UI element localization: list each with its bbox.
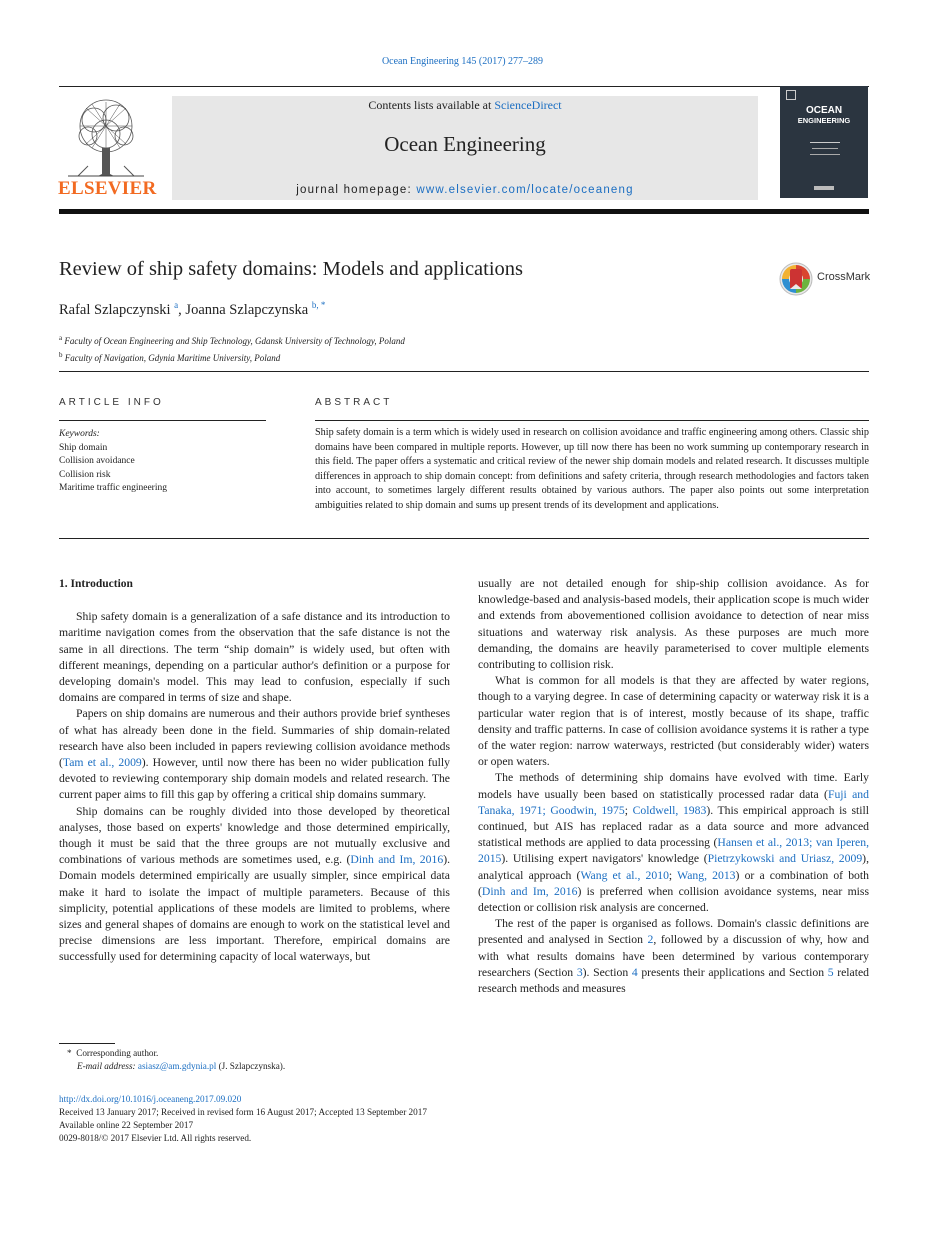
cover-rule (810, 142, 840, 143)
crossmark-label: CrossMark (817, 271, 871, 283)
paragraph-text: ). Section (582, 965, 632, 979)
abstract-text: Ship safety domain is a term which is widely used in research on collision avoidance and traffic engineering among others. Classic ship domains have been compared in multiple reports. However, up till now there has been no work summing up contemporary research in this field. The paper offers a systematic and critical review of the newer ship domain models and related research. It discusses multiple differences in approach to ship domain concept: from definitions and safety criteria, through research methodologies and factors taken into account, to sometimes largely different results obtained by various authors. The paper also points out some interpretation ambiguities related to ship domain and sums up present trends of its development and applications. (315, 427, 869, 511)
affiliation-text: Faculty of Ocean Engineering and Ship Technology, Gdansk University of Technology, Poland (64, 336, 405, 346)
paragraph-text: ). Domain models determined empirically are usually simpler, since empirical data make it hard to isolate the impact of multiple parameters. Because of this simplicity, potential applications of these models are limited to problems, where sizes and general shapes of domains are enough to work on the statistical level and precise dimensions are less important. Therefore, empirical domains are successfully used for determining capacity of local waterways, but (59, 853, 451, 964)
available-online: Available online 22 September 2017 (59, 1120, 194, 1130)
keyword-item: Collision avoidance (59, 456, 135, 466)
elsevier-logo[interactable] (58, 96, 157, 200)
section-divider (59, 371, 869, 372)
paragraph (59, 706, 450, 803)
affiliation-mark: a (59, 334, 63, 342)
paragraph (59, 804, 450, 966)
email-label: E-mail address: (77, 1061, 136, 1071)
cover-rule (810, 154, 840, 155)
author-name: Rafal Szlapczynski (59, 301, 171, 318)
keywords-label: Keywords: (59, 429, 100, 439)
corresponding-author-note (59, 1047, 285, 1060)
paragraph (478, 770, 869, 916)
header-top-rule (59, 86, 869, 87)
sciencedirect-link[interactable]: ScienceDirect (494, 98, 562, 112)
contents-line (172, 98, 758, 113)
cover-rule (812, 148, 838, 149)
paragraph-text: ). However, until now there has been no wider publication fully devoted to reviewing contemporary ship domain models and related research. The current paper aims to fill this gap by offering a critical ship domains summary. (59, 756, 450, 802)
email-note (59, 1060, 285, 1073)
journal-citation[interactable]: Ocean Engineering 145 (2017) 277–289 (381, 56, 544, 67)
elsevier-tree-icon (58, 96, 154, 178)
footnotes (59, 1047, 285, 1073)
author-list: Rafal Szlapczynski $^a$, Joanna Szlapczynska $^{b, *}$ (59, 300, 326, 318)
email-link[interactable]: asiasz@am.gdynia.pl (137, 1061, 217, 1071)
citation-link[interactable]: Dinh and Im, 2016 (350, 853, 444, 867)
paragraph-text: Papers on ship domains are numerous and their authors provide brief syntheses of what has already been done in the field. Summaries of ship domain-related research have also been included in papers reviewing collision avoidance methods ( (59, 707, 450, 770)
article-info-rule (59, 420, 266, 421)
doi-link[interactable]: http://dx.doi.org/10.1016/j.oceaneng.2017.09.020 (59, 1094, 242, 1104)
author-affiliation-mark[interactable]: a (174, 300, 179, 310)
header-bottom-rule (59, 209, 869, 214)
paragraph-text: presents their applications and Section (637, 965, 828, 979)
paragraph-text: ) or a combination of both ( (478, 868, 869, 898)
section-link[interactable]: 4 (631, 965, 638, 979)
affiliations (59, 332, 405, 365)
homepage-prefix: journal homepage: (296, 184, 417, 196)
crossmark-badge[interactable] (779, 262, 869, 296)
paragraph-text: The rest of the paper is organised as follows. Domain's classic definitions are presented and analysed in Section (478, 917, 869, 947)
elsevier-wordmark: ELSEVIER (58, 178, 157, 199)
paragraph: Ship safety domain is a generalization of a safe distance and its introduction to maritime navigation comes from the observation that the safe distance is not the same in all directions. The term “ship domain” is widely used, but often with different meanings, depending on a particular author's definition or a purpose for developing domain's model. This may lead to confusion, especially if such domains are compared in terms of size and shape. (59, 610, 450, 705)
cover-footer-mark (814, 186, 834, 190)
article-meta-footer (59, 1093, 427, 1145)
paragraph-text: ). This empirical approach is still continued, but AIS has replaced radar as a data source and more advanced statistical methods are applied to data processing ( (478, 803, 869, 850)
citation-link[interactable]: Dinh and Im, 2016 (481, 884, 578, 898)
paragraph-text: ; (624, 803, 633, 817)
body-divider (59, 538, 869, 539)
citation-link[interactable]: Coldwell, 1983 (632, 803, 707, 817)
body-column-right (478, 576, 869, 997)
journal-cover-image[interactable] (780, 86, 868, 198)
citation-link[interactable]: Wang, 2013 (677, 868, 736, 882)
cover-publisher-mark (786, 90, 796, 100)
affiliation-mark: b (59, 350, 63, 359)
cover-title (780, 106, 868, 126)
author-name: Joanna Szlapczynska (185, 301, 309, 318)
paragraph-text: related research methods and measures (478, 965, 869, 996)
homepage-line (172, 184, 758, 196)
paragraph-text: ), analytical approach ( (478, 852, 869, 882)
affiliation-a (59, 332, 405, 349)
keyword-item: Collision risk (59, 469, 111, 480)
paragraph-text: ). Utilising expert navigators' knowledge ( (501, 852, 708, 866)
journal-title: Ocean Engineering (384, 132, 546, 156)
paragraph (478, 916, 869, 997)
keyword-item: Ship domain (59, 442, 108, 453)
received-dates: Received 13 January 2017; Received in revised form 16 August 2017; Accepted 13 September 2017 (59, 1107, 427, 1117)
paragraph-text: ) is preferred when collision avoidance systems, near miss detection or collision risk analysis are concerned. (478, 884, 870, 915)
footnote-mark: * (67, 1048, 72, 1058)
cover-title-line-2: ENGINEERING (797, 116, 851, 125)
paragraph: usually are not detailed enough for ship-ship collision avoidance. As for knowledge-based and analysis-based models, their application scope is much wider and extends from abovementioned collision avoidance to detection of near miss situations and waterway risk analysis. As these purposes are much more demanding, the domains are heavily parameterised to cover multiple elements contributing to collision risk. (478, 577, 869, 672)
section-link[interactable]: 2 (647, 933, 654, 947)
paper-title: Review of ship safety domains: Models and applications (59, 258, 524, 280)
citation-link[interactable]: Hansen et al., 2013; van Iperen, 2015 (478, 836, 869, 866)
email-name: (J. Szlapczynska). (218, 1061, 286, 1071)
affiliation-text: Faculty of Navigation, Gdynia Maritime University, Poland (64, 352, 281, 363)
paragraph: What is common for all models is that they are affected by water regions, though to a varying degree. In case of determining capacity or waterway risk it is a particular water region that is of interest, mostly because of its shape, traffic density and traffic patterns. In case of collision avoidance systems it is rather a type of the water region: narrow waterways, restricted (but considerably wider) waters or open waters. (478, 674, 869, 769)
paragraph-text: Ship domains can be roughly divided into those developed by theoretical analyses, those based on experts' knowledge and those determined empirically, though it must be said that the three groups are not mutually exclusive and combinations of various methods are sometimes used, e.g. ( (59, 804, 450, 867)
journal-header-box (172, 96, 758, 200)
crossmark-icon (779, 262, 813, 296)
corresponding-author-text: Corresponding author. (76, 1048, 159, 1058)
citation-link[interactable]: Tam et al., 2009 (62, 756, 142, 770)
copyright: 0029-8018/© 2017 Elsevier Ltd. All rights reserved. (59, 1133, 252, 1143)
section-heading-introduction: 1. Introduction (59, 578, 133, 590)
section-link[interactable]: 5 (827, 965, 834, 979)
body-column-left (59, 576, 450, 966)
contents-prefix: Contents lists available at (368, 98, 495, 112)
cover-title-line-1: OCEAN (805, 105, 843, 116)
article-info-heading: ARTICLE INFO (59, 397, 164, 408)
keywords-block (59, 428, 167, 496)
abstract-heading: ABSTRACT (315, 397, 393, 408)
author-affiliation-mark[interactable]: b, * (311, 300, 326, 310)
paragraph-text: ; (668, 868, 678, 882)
keyword-item: Maritime traffic engineering (59, 483, 167, 493)
footnote-rule (59, 1043, 115, 1044)
citation-link[interactable]: Wang et al., 2010 (580, 868, 669, 882)
citation-link[interactable]: Pietrzykowski and Uriasz, 2009 (707, 852, 863, 866)
homepage-link[interactable]: www.elsevier.com/locate/oceaneng (416, 184, 634, 196)
citation-link[interactable]: Fuji and Tanaka, 1971; Goodwin, 1975 (478, 787, 869, 817)
section-link[interactable]: 3 (576, 965, 583, 979)
abstract-rule (315, 420, 869, 421)
affiliation-b (59, 349, 405, 366)
paragraph-text: The methods of determining ship domains have evolved with time. Early models have usually been based on statistically processed radar data ( (478, 771, 869, 801)
paragraph-text: , followed by a discussion of why, how and with what results domains have been determined by various contemporary researchers (Section (478, 933, 869, 979)
